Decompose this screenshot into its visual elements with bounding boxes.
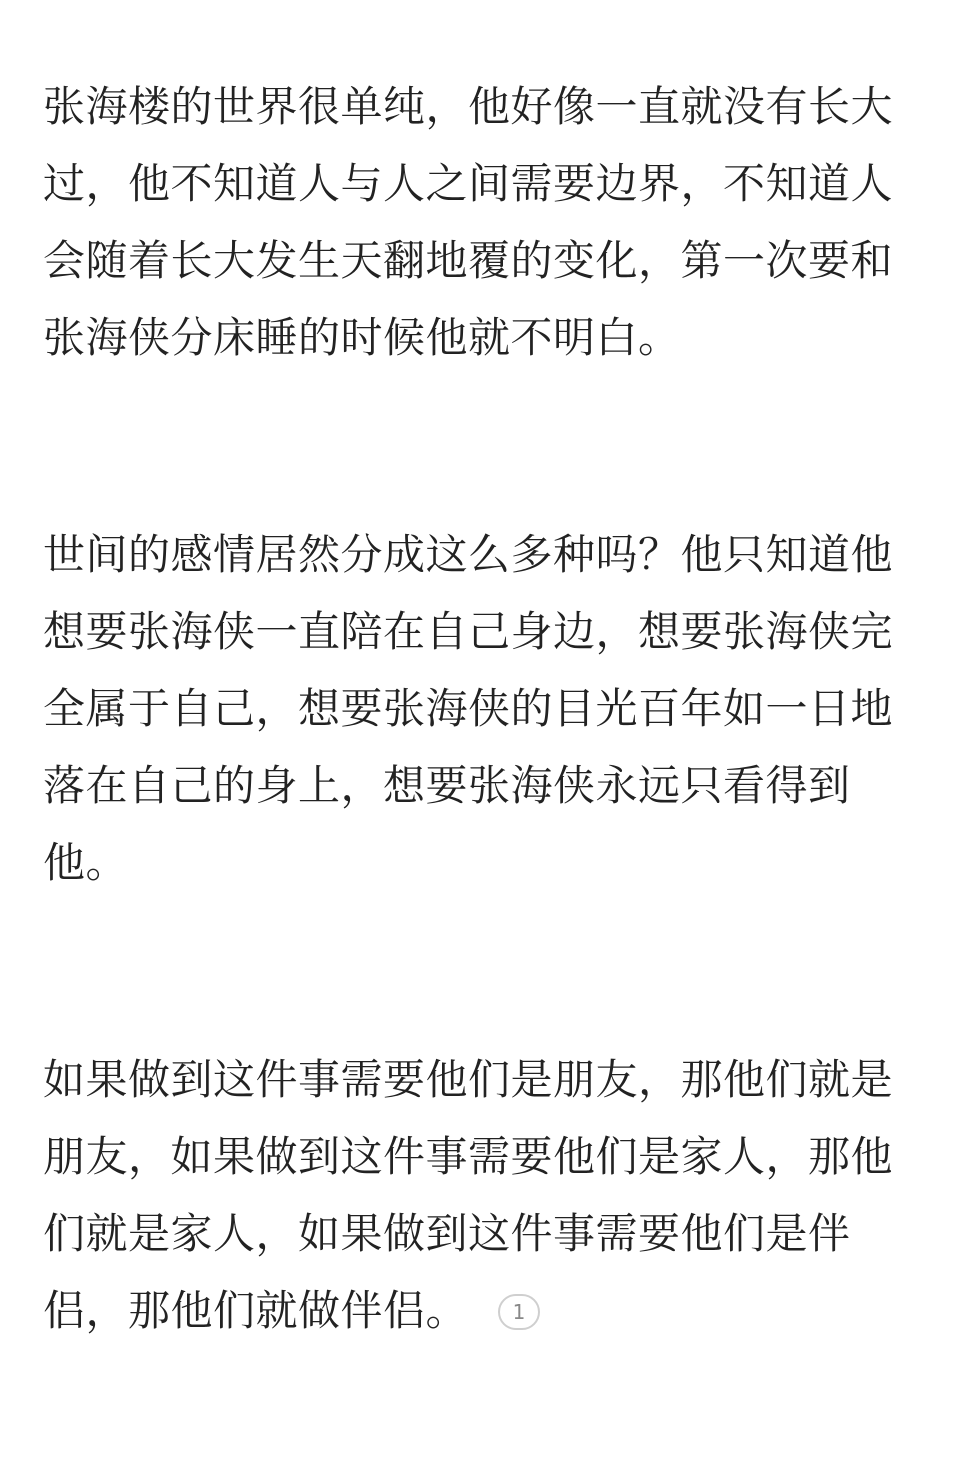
- paragraph-2: 世间的感情居然分成这么多种吗？他只知道他想要张海侠一直陪在自己身边，想要张海侠完全属于自己，想要张海侠的目光百年如一日地落在自己的身上，想要张海侠永远只看得到他。: [43, 530, 894, 887]
- paragraph-3: [43, 1041, 923, 1349]
- paragraph-3-text: 如果做到这件事需要他们是朋友，那他们就是朋友，如果做到这件事需要他们是家人，那他们就是家人，如果做到这件事需要他们是伴侣，那他们就做伴侣。: [43, 1055, 894, 1335]
- footnote-reference-badge[interactable]: 1: [498, 1294, 540, 1330]
- paragraph-1: 张海楼的世界很单纯，他好像一直就没有长大过，他不知道人与人之间需要边界，不知道人会随着长大发生天翻地覆的变化，第一次要和张海侠分床睡的时候他就不明白。: [43, 82, 894, 362]
- article-body: [43, 68, 923, 1349]
